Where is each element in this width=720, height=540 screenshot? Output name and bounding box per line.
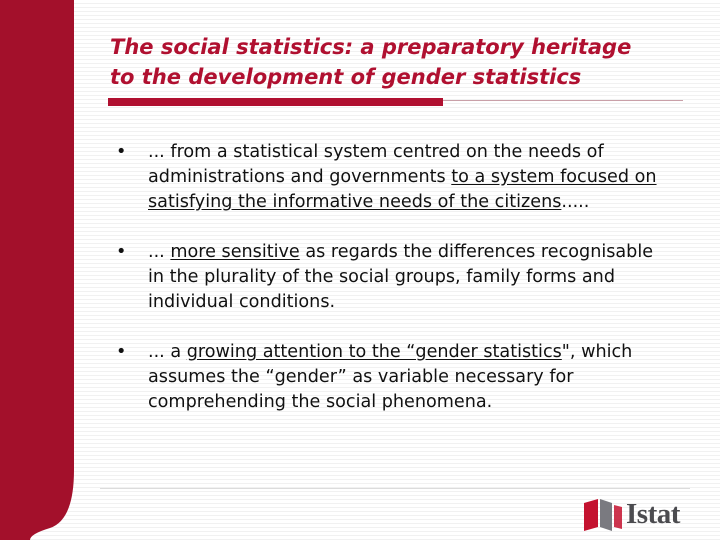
bullet-text: ... from a statistical system centred on the needs of administrations and governments bbox=[148, 142, 604, 187]
bullet-underlined-text: to a system focused on satisfying the informative needs of the citizens bbox=[148, 167, 657, 212]
istat-logo bbox=[584, 495, 694, 533]
title-underline-thin bbox=[443, 100, 683, 101]
footer-divider bbox=[100, 488, 690, 489]
bullet-text: as regards the differences recognisable in the plurality of the social groups, family forms and individual conditions. bbox=[148, 242, 654, 312]
istat-logo-mark-icon bbox=[584, 499, 624, 531]
sidebar-band bbox=[0, 0, 80, 540]
bullet-underlined-text: growing attention to the “gender statistics bbox=[186, 342, 562, 362]
bullet-text: ", which assumes the “gender” as variable necessary for comprehending the social phenomena. bbox=[148, 342, 633, 412]
slide-title bbox=[110, 32, 710, 92]
bullet-underlined-text: more sensitive bbox=[170, 242, 300, 262]
bullet-text: ... bbox=[148, 242, 171, 262]
title-line-1: The social statistics: a preparatory heritage bbox=[110, 35, 632, 59]
bullet-dot: • bbox=[116, 342, 127, 362]
title-underline-thick bbox=[108, 98, 443, 106]
bullet-dot: • bbox=[116, 242, 127, 262]
title-line-2: to the development of gender statistics bbox=[110, 65, 582, 89]
bullet-item bbox=[112, 140, 672, 215]
bullet-text: ... a bbox=[148, 342, 187, 362]
bullet-dot: • bbox=[116, 142, 127, 162]
istat-logo-text: Istat bbox=[626, 498, 680, 530]
bullet-item bbox=[112, 240, 672, 315]
bullet-text: ..... bbox=[561, 192, 590, 212]
bullet-list bbox=[112, 140, 672, 440]
bullet-item bbox=[112, 340, 672, 415]
